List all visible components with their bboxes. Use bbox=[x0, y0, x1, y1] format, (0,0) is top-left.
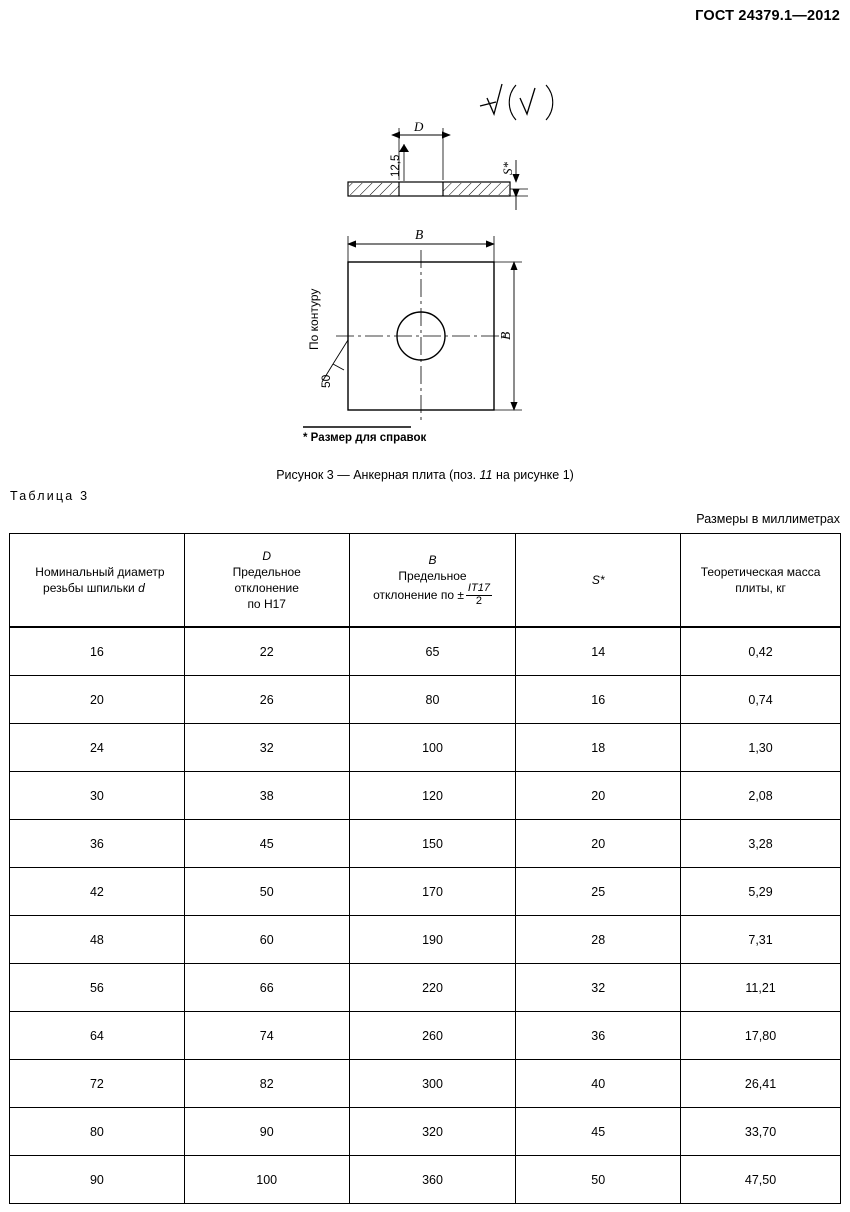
figure-anchor-plate bbox=[0, 40, 850, 482]
figure-caption-suffix: на рисунке 1) bbox=[492, 468, 574, 482]
cell-d: 24 bbox=[10, 724, 185, 772]
table-row bbox=[10, 1108, 841, 1156]
cell-S: 20 bbox=[516, 820, 681, 868]
cell-d: 30 bbox=[10, 772, 185, 820]
column-header-B-symbol: B bbox=[428, 552, 437, 567]
column-header-D-line1: Предельное bbox=[232, 564, 301, 579]
figure-caption bbox=[0, 468, 850, 482]
figure-caption-position: 11 bbox=[479, 468, 493, 482]
column-header-mass bbox=[681, 534, 841, 628]
column-header-mass-line2: плиты, кг bbox=[735, 581, 786, 595]
table-body bbox=[10, 627, 841, 1204]
label-B-right: B bbox=[498, 331, 513, 340]
cell-mass: 0,74 bbox=[681, 676, 841, 724]
cell-D: 50 bbox=[184, 868, 349, 916]
cell-D: 100 bbox=[184, 1156, 349, 1204]
cell-B: 220 bbox=[349, 964, 516, 1012]
cell-D: 22 bbox=[184, 627, 349, 676]
column-header-B-line2: отклонение по ± bbox=[373, 588, 464, 603]
label-50: 50 bbox=[319, 374, 333, 388]
table-row bbox=[10, 676, 841, 724]
cell-d: 64 bbox=[10, 1012, 185, 1060]
cell-S: 28 bbox=[516, 916, 681, 964]
column-header-B bbox=[349, 534, 516, 628]
cell-mass: 47,50 bbox=[681, 1156, 841, 1204]
table-title: Таблица 3 bbox=[10, 489, 90, 503]
cell-B: 150 bbox=[349, 820, 516, 868]
column-header-S-symbol: S* bbox=[591, 572, 605, 587]
cell-mass: 1,30 bbox=[681, 724, 841, 772]
table-row bbox=[10, 1156, 841, 1204]
cell-B: 300 bbox=[349, 1060, 516, 1108]
table-row bbox=[10, 868, 841, 916]
column-header-nominal-diameter bbox=[10, 534, 185, 628]
cell-d: 48 bbox=[10, 916, 185, 964]
label-B-top: B bbox=[415, 227, 424, 242]
cell-S: 18 bbox=[516, 724, 681, 772]
plate-front-view bbox=[336, 250, 506, 422]
cell-B: 170 bbox=[349, 868, 516, 916]
column-header-D-line3: по Н17 bbox=[247, 597, 286, 612]
cell-mass: 7,31 bbox=[681, 916, 841, 964]
column-header-D bbox=[184, 534, 349, 628]
cell-d: 20 bbox=[10, 676, 185, 724]
table-row bbox=[10, 724, 841, 772]
table-row bbox=[10, 1060, 841, 1108]
cell-S: 20 bbox=[516, 772, 681, 820]
cell-S: 40 bbox=[516, 1060, 681, 1108]
cell-B: 320 bbox=[349, 1108, 516, 1156]
column-header-nominal-diameter-text: Номинальный диаметр резьбы шпильки bbox=[35, 564, 165, 595]
cell-d: 36 bbox=[10, 820, 185, 868]
reference-note: * Размер для справок bbox=[303, 432, 427, 444]
cell-D: 74 bbox=[184, 1012, 349, 1060]
cell-mass: 0,42 bbox=[681, 627, 841, 676]
anchor-plate-drawing bbox=[0, 40, 850, 460]
cell-D: 60 bbox=[184, 916, 349, 964]
table-row bbox=[10, 964, 841, 1012]
page-title: ГОСТ 24379.1—2012 bbox=[695, 8, 840, 24]
label-contour: По контуру bbox=[307, 288, 321, 350]
units-note: Размеры в миллиметрах bbox=[696, 512, 840, 526]
cell-S: 32 bbox=[516, 964, 681, 1012]
cell-S: 16 bbox=[516, 676, 681, 724]
cell-S: 50 bbox=[516, 1156, 681, 1204]
cell-d: 90 bbox=[10, 1156, 185, 1204]
cell-d: 80 bbox=[10, 1108, 185, 1156]
table-row bbox=[10, 627, 841, 676]
cell-B: 80 bbox=[349, 676, 516, 724]
label-12-5: 12,5 bbox=[390, 154, 402, 177]
label-S: S* bbox=[500, 162, 515, 175]
table-row bbox=[10, 1012, 841, 1060]
cell-D: 45 bbox=[184, 820, 349, 868]
cell-d: 72 bbox=[10, 1060, 185, 1108]
cell-mass: 26,41 bbox=[681, 1060, 841, 1108]
cell-S: 25 bbox=[516, 868, 681, 916]
cell-D: 32 bbox=[184, 724, 349, 772]
cell-d: 42 bbox=[10, 868, 185, 916]
column-header-mass-line1: Теоретическая масса bbox=[700, 564, 821, 579]
cell-D: 66 bbox=[184, 964, 349, 1012]
column-header-nominal-diameter-symbol: d bbox=[138, 581, 145, 595]
table-header-row bbox=[10, 534, 841, 628]
cell-D: 90 bbox=[184, 1108, 349, 1156]
cell-S: 36 bbox=[516, 1012, 681, 1060]
cell-S: 45 bbox=[516, 1108, 681, 1156]
cell-B: 120 bbox=[349, 772, 516, 820]
label-D: D bbox=[414, 119, 424, 134]
fraction-denominator: 2 bbox=[475, 594, 482, 607]
cell-mass: 3,28 bbox=[681, 820, 841, 868]
cell-B: 65 bbox=[349, 627, 516, 676]
fraction-numerator: IT17 bbox=[467, 582, 490, 595]
cell-B: 260 bbox=[349, 1012, 516, 1060]
cell-mass: 33,70 bbox=[681, 1108, 841, 1156]
column-header-D-symbol: D bbox=[262, 548, 272, 563]
cell-S: 14 bbox=[516, 627, 681, 676]
cell-D: 26 bbox=[184, 676, 349, 724]
figure-caption-prefix: Рисунок 3 — Анкерная плита (поз. bbox=[276, 468, 480, 482]
cell-B: 360 bbox=[349, 1156, 516, 1204]
roughness-symbol bbox=[480, 84, 553, 120]
cell-B: 190 bbox=[349, 916, 516, 964]
column-header-S bbox=[516, 534, 681, 628]
cell-mass: 2,08 bbox=[681, 772, 841, 820]
cell-B: 100 bbox=[349, 724, 516, 772]
table-row bbox=[10, 916, 841, 964]
cell-mass: 17,80 bbox=[681, 1012, 841, 1060]
cell-D: 38 bbox=[184, 772, 349, 820]
cell-mass: 5,29 bbox=[681, 868, 841, 916]
column-header-D-line2: отклонение bbox=[234, 581, 299, 595]
plate-section bbox=[348, 182, 510, 196]
cell-d: 56 bbox=[10, 964, 185, 1012]
table-3 bbox=[9, 533, 841, 1204]
cell-d: 16 bbox=[10, 627, 185, 676]
table-row bbox=[10, 820, 841, 868]
table-row bbox=[10, 772, 841, 820]
cell-mass: 11,21 bbox=[681, 964, 841, 1012]
cell-D: 82 bbox=[184, 1060, 349, 1108]
column-header-B-line1: Предельное bbox=[398, 568, 467, 583]
column-header-B-tolerance-fraction bbox=[466, 583, 492, 607]
